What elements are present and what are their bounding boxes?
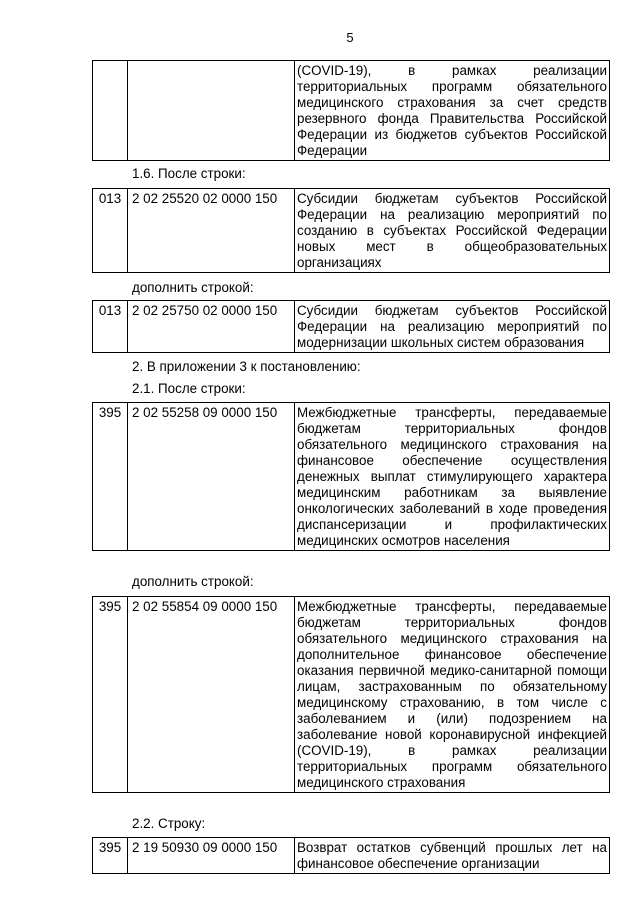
table-row-013-25520 — [92, 188, 610, 273]
table-row — [93, 403, 610, 551]
kbk-cell: 2 19 50930 09 0000 150 — [128, 838, 295, 874]
table-row-395-55258 — [92, 402, 610, 551]
clause-2-2: 2.2. Строку: — [132, 816, 206, 831]
name-cell: Возврат остатков субвенций прошлых лет на финансовое обеспечение организации — [295, 838, 610, 874]
table-row-395-50930 — [92, 837, 610, 874]
clause-2: 2. В приложении 3 к постановлению: — [132, 359, 361, 374]
kbk-cell — [128, 61, 295, 161]
name-cell: (COVID-19), в рамках реализации территориальных программ обязательного медицинского страхования за счет средств резервного фонда Правительства Российской Федерации из бюджетов субъектов Российской Федерации — [295, 61, 610, 161]
code-cell: 395 — [93, 597, 128, 793]
code-cell: 013 — [93, 189, 128, 273]
clause-1-6: 1.6. После строки: — [132, 166, 246, 181]
page-number: 5 — [346, 30, 354, 45]
append-line-2: дополнить строкой: — [132, 574, 254, 589]
clause-2-1: 2.1. После строки: — [132, 381, 246, 396]
table-row — [93, 61, 610, 161]
kbk-cell: 2 02 25520 02 0000 150 — [128, 189, 295, 273]
table-row — [93, 597, 610, 793]
code-cell: 395 — [93, 403, 128, 551]
kbk-cell: 2 02 55854 09 0000 150 — [128, 597, 295, 793]
kbk-cell: 2 02 25750 02 0000 150 — [128, 301, 295, 353]
code-cell — [93, 61, 128, 161]
table-row — [93, 838, 610, 874]
name-cell: Межбюджетные трансферты, передаваемые бюджетам территориальных фондов обязательного медицинского страхования на финансовое обеспечение осуществления денежных выплат стимулирующего характера медицинским работникам за выявление онкологических заболеваний в ходе проведения диспансеризации и профилактических медицинских осмотров населения — [295, 403, 610, 551]
table-row — [93, 189, 610, 273]
name-cell: Субсидии бюджетам субъектов Российской Федерации на реализацию мероприятий по модернизации школьных систем образования — [295, 301, 610, 353]
append-line-1: дополнить строкой: — [132, 280, 254, 295]
kbk-cell: 2 02 55258 09 0000 150 — [128, 403, 295, 551]
table-row-013-25750 — [92, 300, 610, 353]
code-cell: 395 — [93, 838, 128, 874]
table-row — [93, 301, 610, 353]
name-cell: Межбюджетные трансферты, передаваемые бюджетам территориальных фондов обязательного медицинского страхования на дополнительное финансовое обеспечение оказания первичной медико-санитарной помощи лицам, застрахованным по обязательному медицинскому страхованию, в том числе с заболеванием и (или) подозрением на заболевание новой коронавирусной инфекцией (COVID-19), в рамках реализации территориальных программ обязательного медицинского страхования — [295, 597, 610, 793]
table-row-395-55854 — [92, 596, 610, 793]
name-cell: Субсидии бюджетам субъектов Российской Федерации на реализацию мероприятий по созданию в субъектах Российской Федерации новых мест в общеобразовательных организациях — [295, 189, 610, 273]
code-cell: 013 — [93, 301, 128, 353]
table-continuation — [92, 60, 610, 161]
